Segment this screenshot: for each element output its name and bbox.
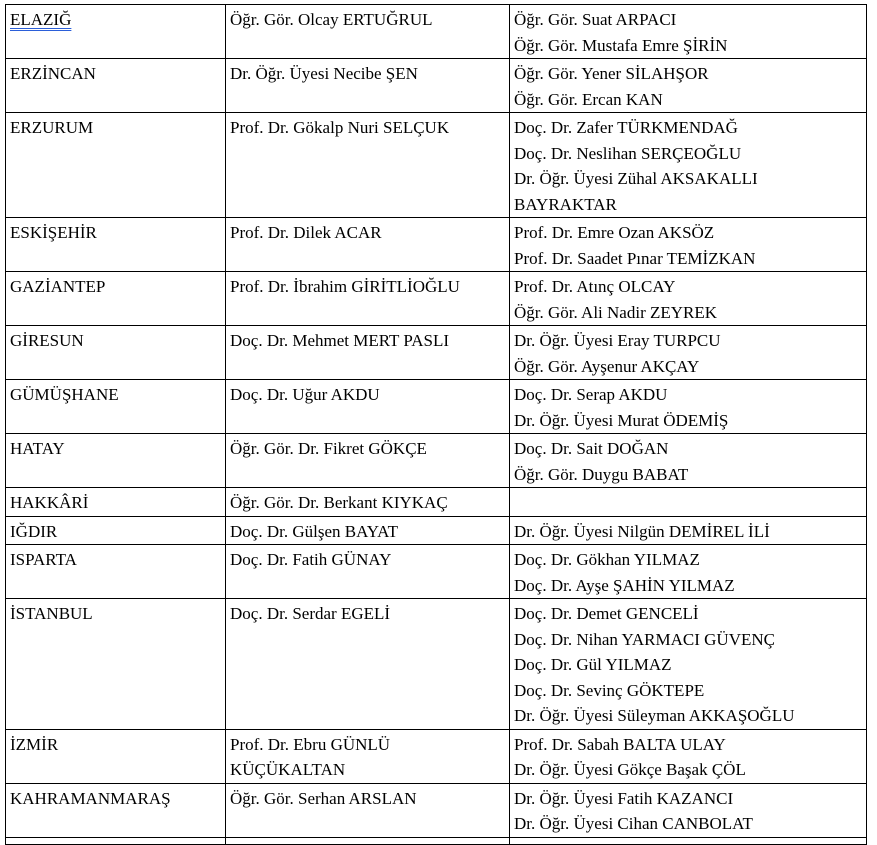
chair-cell	[226, 380, 510, 434]
cell-line: Prof. Dr. Emre Ozan AKSÖZ	[514, 223, 715, 242]
table-row	[6, 488, 867, 517]
cell-line: Doç. Dr. Neslihan SERÇEOĞLU	[514, 143, 742, 163]
city-name: ELAZIĞ	[10, 10, 72, 29]
cell-line: Doç. Dr. Sait DOĞAN	[514, 439, 669, 458]
cell-line: Doç. Dr. Uğur AKDU	[230, 385, 380, 404]
cell-line: Doç. Dr. Gülşen BAYAT	[230, 521, 398, 541]
city-cell	[6, 434, 226, 488]
cell-line: Doç. Dr. Gökhan YILMAZ	[514, 550, 700, 569]
city-cell	[6, 488, 226, 517]
cell-line: Öğr. Gör. Serhan ARSLAN	[230, 788, 417, 808]
city-cell	[6, 113, 226, 218]
members-cell	[510, 326, 867, 380]
cell-line: Dr. Öğr. Üyesi Gökçe Başak ÇÖL	[514, 760, 746, 779]
members-cell	[510, 516, 867, 545]
cell-line: Öğr. Gör. Ercan KAN	[514, 89, 663, 109]
city-name: HATAY	[10, 439, 65, 458]
chair-cell	[226, 218, 510, 272]
city-name: ESKİŞEHİR	[10, 223, 97, 242]
members-cell	[510, 434, 867, 488]
city-name: ERZİNCAN	[10, 64, 96, 83]
members-cell	[510, 599, 867, 730]
cell-line: Öğr. Gör. Ayşenur AKÇAY	[514, 356, 700, 376]
city-cell	[6, 380, 226, 434]
chair-cell	[226, 59, 510, 113]
cell-line: KÜÇÜKALTAN	[230, 760, 346, 779]
cell-line: Dr. Öğr. Üyesi Necibe ŞEN	[230, 64, 418, 83]
city-name: ERZURUM	[10, 118, 94, 137]
city-cell	[6, 218, 226, 272]
table-row	[6, 5, 867, 59]
table-row	[6, 434, 867, 488]
table-row	[6, 380, 867, 434]
city-cell	[6, 729, 226, 783]
cell-line: Dr. Öğr. Üyesi Cihan CANBOLAT	[514, 814, 753, 833]
chair-cell	[226, 488, 510, 517]
chair-cell	[226, 599, 510, 730]
cell-line: Doç. Dr. Demet GENCELİ	[514, 604, 699, 623]
city-committee-table	[5, 4, 867, 845]
city-name: ISPARTA	[10, 550, 77, 569]
city-name: IĞDIR	[10, 521, 58, 541]
chair-cell	[226, 783, 510, 837]
chair-cell	[226, 545, 510, 599]
city-cell	[6, 599, 226, 730]
members-cell	[510, 113, 867, 218]
cell-line: Prof. Dr. Gökalp Nuri SELÇUK	[230, 118, 450, 137]
cell-line: Dr. Öğr. Üyesi Murat ÖDEMİŞ	[514, 410, 729, 430]
cell-line: Doç. Dr. Sevinç GÖKTEPE	[514, 680, 705, 700]
cell-line: Öğr. Gör. Duygu BABAT	[514, 464, 689, 484]
city-name: KAHRAMANMARAŞ	[10, 788, 171, 808]
table-row	[6, 516, 867, 545]
members-cell	[510, 59, 867, 113]
city-name: GİRESUN	[10, 331, 84, 350]
cell-line: BAYRAKTAR	[514, 194, 617, 214]
chair-cell	[226, 729, 510, 783]
cell-line: Doç. Dr. Mehmet MERT PASLI	[230, 331, 450, 350]
city-cell	[6, 783, 226, 837]
cell-line: Prof. Dr. Dilek ACAR	[230, 223, 382, 242]
members-cell	[510, 545, 867, 599]
table-row	[6, 326, 867, 380]
table-row	[6, 272, 867, 326]
members-cell	[510, 783, 867, 837]
cell-line: Öğr. Gör. Dr. Berkant KIYKAÇ	[230, 493, 448, 512]
cell-line: Doç. Dr. Gül YILMAZ	[514, 655, 672, 674]
cell-line: Dr. Öğr. Üyesi Süleyman AKKAŞOĞLU	[514, 706, 795, 725]
table-row	[6, 545, 867, 599]
empty-cell	[6, 837, 226, 844]
cell-line: Doç. Dr. Fatih GÜNAY	[230, 550, 392, 569]
cell-line: Öğr. Gör. Yener SİLAHŞOR	[514, 64, 709, 83]
city-cell	[6, 516, 226, 545]
table-row	[6, 783, 867, 837]
cell-line: Dr. Öğr. Üyesi Zühal AKSAKALLI	[514, 169, 758, 188]
chair-cell	[226, 326, 510, 380]
table-body	[6, 5, 867, 845]
cell-line: Dr. Öğr. Üyesi Nilgün DEMİREL İLİ	[514, 521, 770, 541]
city-name: GAZİANTEP	[10, 277, 106, 296]
cell-line: Öğr. Gör. Ali Nadir ZEYREK	[514, 302, 718, 322]
cell-line: Prof. Dr. Ebru GÜNLÜ	[230, 734, 391, 754]
cell-line: Doç. Dr. Serdar EGELİ	[230, 604, 391, 623]
table-row	[6, 599, 867, 730]
chair-cell	[226, 113, 510, 218]
cell-line: Öğr. Gör. Dr. Fikret GÖKÇE	[230, 439, 427, 458]
cell-line: Dr. Öğr. Üyesi Eray TURPCU	[514, 331, 721, 350]
chair-cell	[226, 434, 510, 488]
empty-cell	[510, 837, 867, 844]
cell-line: Doç. Dr. Nihan YARMACI GÜVENÇ	[514, 629, 775, 649]
cell-line: Doç. Dr. Zafer TÜRKMENDAĞ	[514, 118, 738, 137]
city-name: İZMİR	[10, 734, 59, 754]
table-row	[6, 218, 867, 272]
table-row	[6, 59, 867, 113]
cell-line: Prof. Dr. Saadet Pınar TEMİZKAN	[514, 248, 756, 268]
cell-line: Öğr. Gör. Mustafa Emre ŞİRİN	[514, 35, 728, 55]
city-name: HAKKÂRİ	[10, 493, 89, 512]
table-row	[6, 113, 867, 218]
chair-cell	[226, 516, 510, 545]
cell-line: Dr. Öğr. Üyesi Fatih KAZANCI	[514, 788, 734, 808]
city-cell	[6, 326, 226, 380]
members-cell	[510, 272, 867, 326]
members-cell	[510, 380, 867, 434]
cell-line: Prof. Dr. Sabah BALTA ULAY	[514, 734, 726, 754]
cell-line: Prof. Dr. Atınç OLCAY	[514, 277, 676, 296]
cell-line: Doç. Dr. Serap AKDU	[514, 385, 668, 404]
city-cell	[6, 545, 226, 599]
city-name: GÜMÜŞHANE	[10, 385, 119, 404]
chair-cell	[226, 272, 510, 326]
city-cell	[6, 59, 226, 113]
members-cell	[510, 218, 867, 272]
city-name: İSTANBUL	[10, 604, 93, 623]
chair-cell	[226, 5, 510, 59]
cell-line: Öğr. Gör. Suat ARPACI	[514, 10, 677, 29]
city-cell	[6, 272, 226, 326]
members-cell	[510, 729, 867, 783]
members-cell	[510, 5, 867, 59]
table-row	[6, 729, 867, 783]
city-cell	[6, 5, 226, 59]
cell-line: Prof. Dr. İbrahim GİRİTLİOĞLU	[230, 277, 460, 296]
cell-line: Doç. Dr. Ayşe ŞAHİN YILMAZ	[514, 575, 735, 595]
members-cell	[510, 488, 867, 517]
table-row-cutoff	[6, 837, 867, 844]
cell-line: Öğr. Gör. Olcay ERTUĞRUL	[230, 10, 433, 29]
empty-cell	[226, 837, 510, 844]
